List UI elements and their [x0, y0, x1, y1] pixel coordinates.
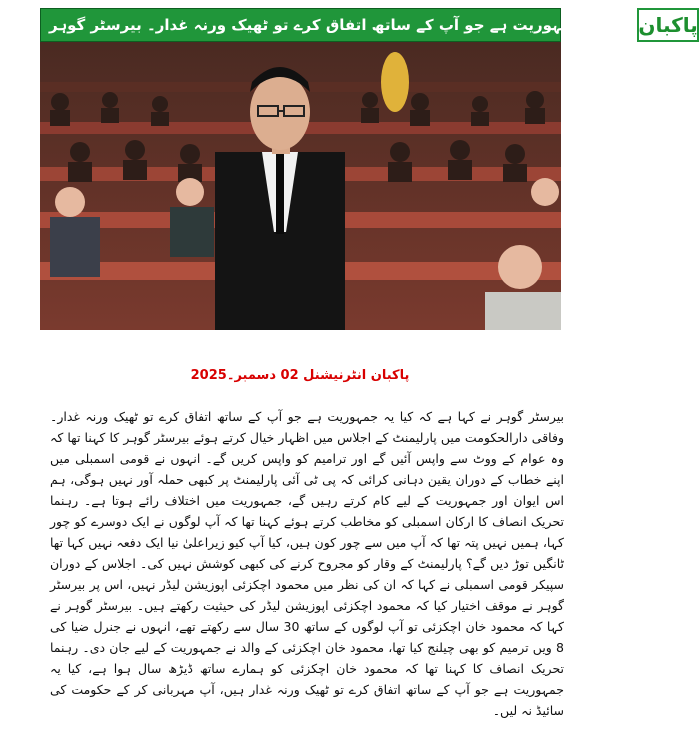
- dateline: پاکبان انٹرنیشنل 02 دسمبر۔2025: [190, 368, 410, 383]
- headline-text: کیا یہ جمہوریت ہے جو آپ کے ساتھ اتفاق کرے تو ٹھیک ورنہ غدار۔ بیرسٹر گوہر: [49, 16, 628, 34]
- pakban-logo: پاکبان: [637, 8, 699, 42]
- parliament-photo-icon: [40, 42, 561, 330]
- article-body: بیرسٹر گوہر نے کہا ہے کہ کیا یہ جمہوریت ہے جو آپ کے ساتھ اتفاق کرے تو ٹھیک ورنہ غدار۔ وفاقی دارالحکومت میں پارلیمنٹ کے اجلاس میں اظہار خیال کرتے ہوئے بیرسٹر گوہر کا کہنا تھا کہ وہ عوام کے ووٹ سے واپس آئیں گے اور ترامیم کو واپس کریں گے۔ انہوں نے قومی اسمبلی میں اپنے خطاب کے دوران یقین دہانی کرائی کہ پی ٹی آئی پارلیمنٹ پر کبھی حملہ آور نہیں ہوگی، ہم اس ایوان اور جمہوریت کے لیے کام کرتے رہیں گے، جمہوریت میں اختلاف رائے ہوتا ہے۔ رہنما تحریک انصاف کا ارکان اسمبلی کو مخاطب کرتے ہوئے کہنا تھا کہ آپ لوگوں نے ایک دوسرے کو چور کہا، ہمیں نہیں پتہ تھا کہ آپ میں سے چور کون ہیں، کیا آپ کیو زیراعلیٰ نیا ایک دفعہ نہیں کہا تھا ٹانگیں توڑ دیں گے؟ پارلیمنٹ کے وقار کو مجروح کرنے کی کبھی کوشش نہیں کی۔ اجلاس کے دوران سپیکر قومی اسمبلی نے کہا کہ ان کی نظر میں محمود اچکزئی اپوزیشن لیڈر نہیں، اس پر بیرسٹر گوہر نے موقف اختیار کیا کہ محمود اچکزئی اپوزیشن لیڈر کی حیثیت رکھتے ہیں۔ بیرسٹر گوہر نے کہا کہ محمود خان اچکزئی تو آپ لوگوں کے ساتھ 30 سال سے رکھتے تھے، انہوں نے جنرل ضیا کی 8 ویں ترمیم کو بھی چیلنج کیا تھا، محمود خان اچکزئی کے والد نے جمہوریت کے لیے جان دی۔ رہنما تحریک انصاف کا کہنا تھا کہ محمود خان اچکزئی کو ہمارے ساتھ ڈیڑھ سال ہوا ہے، کیا یہ جمہوریت ہے جو آپ کے ساتھ اتفاق کرے تو ٹھیک ورنہ غدار ہیں، آپ مہربانی کر کے حکومت کی سائیڈ نہ لیں۔: [50, 409, 564, 718]
- headline-bar: [40, 8, 698, 42]
- news-photo: [40, 42, 561, 330]
